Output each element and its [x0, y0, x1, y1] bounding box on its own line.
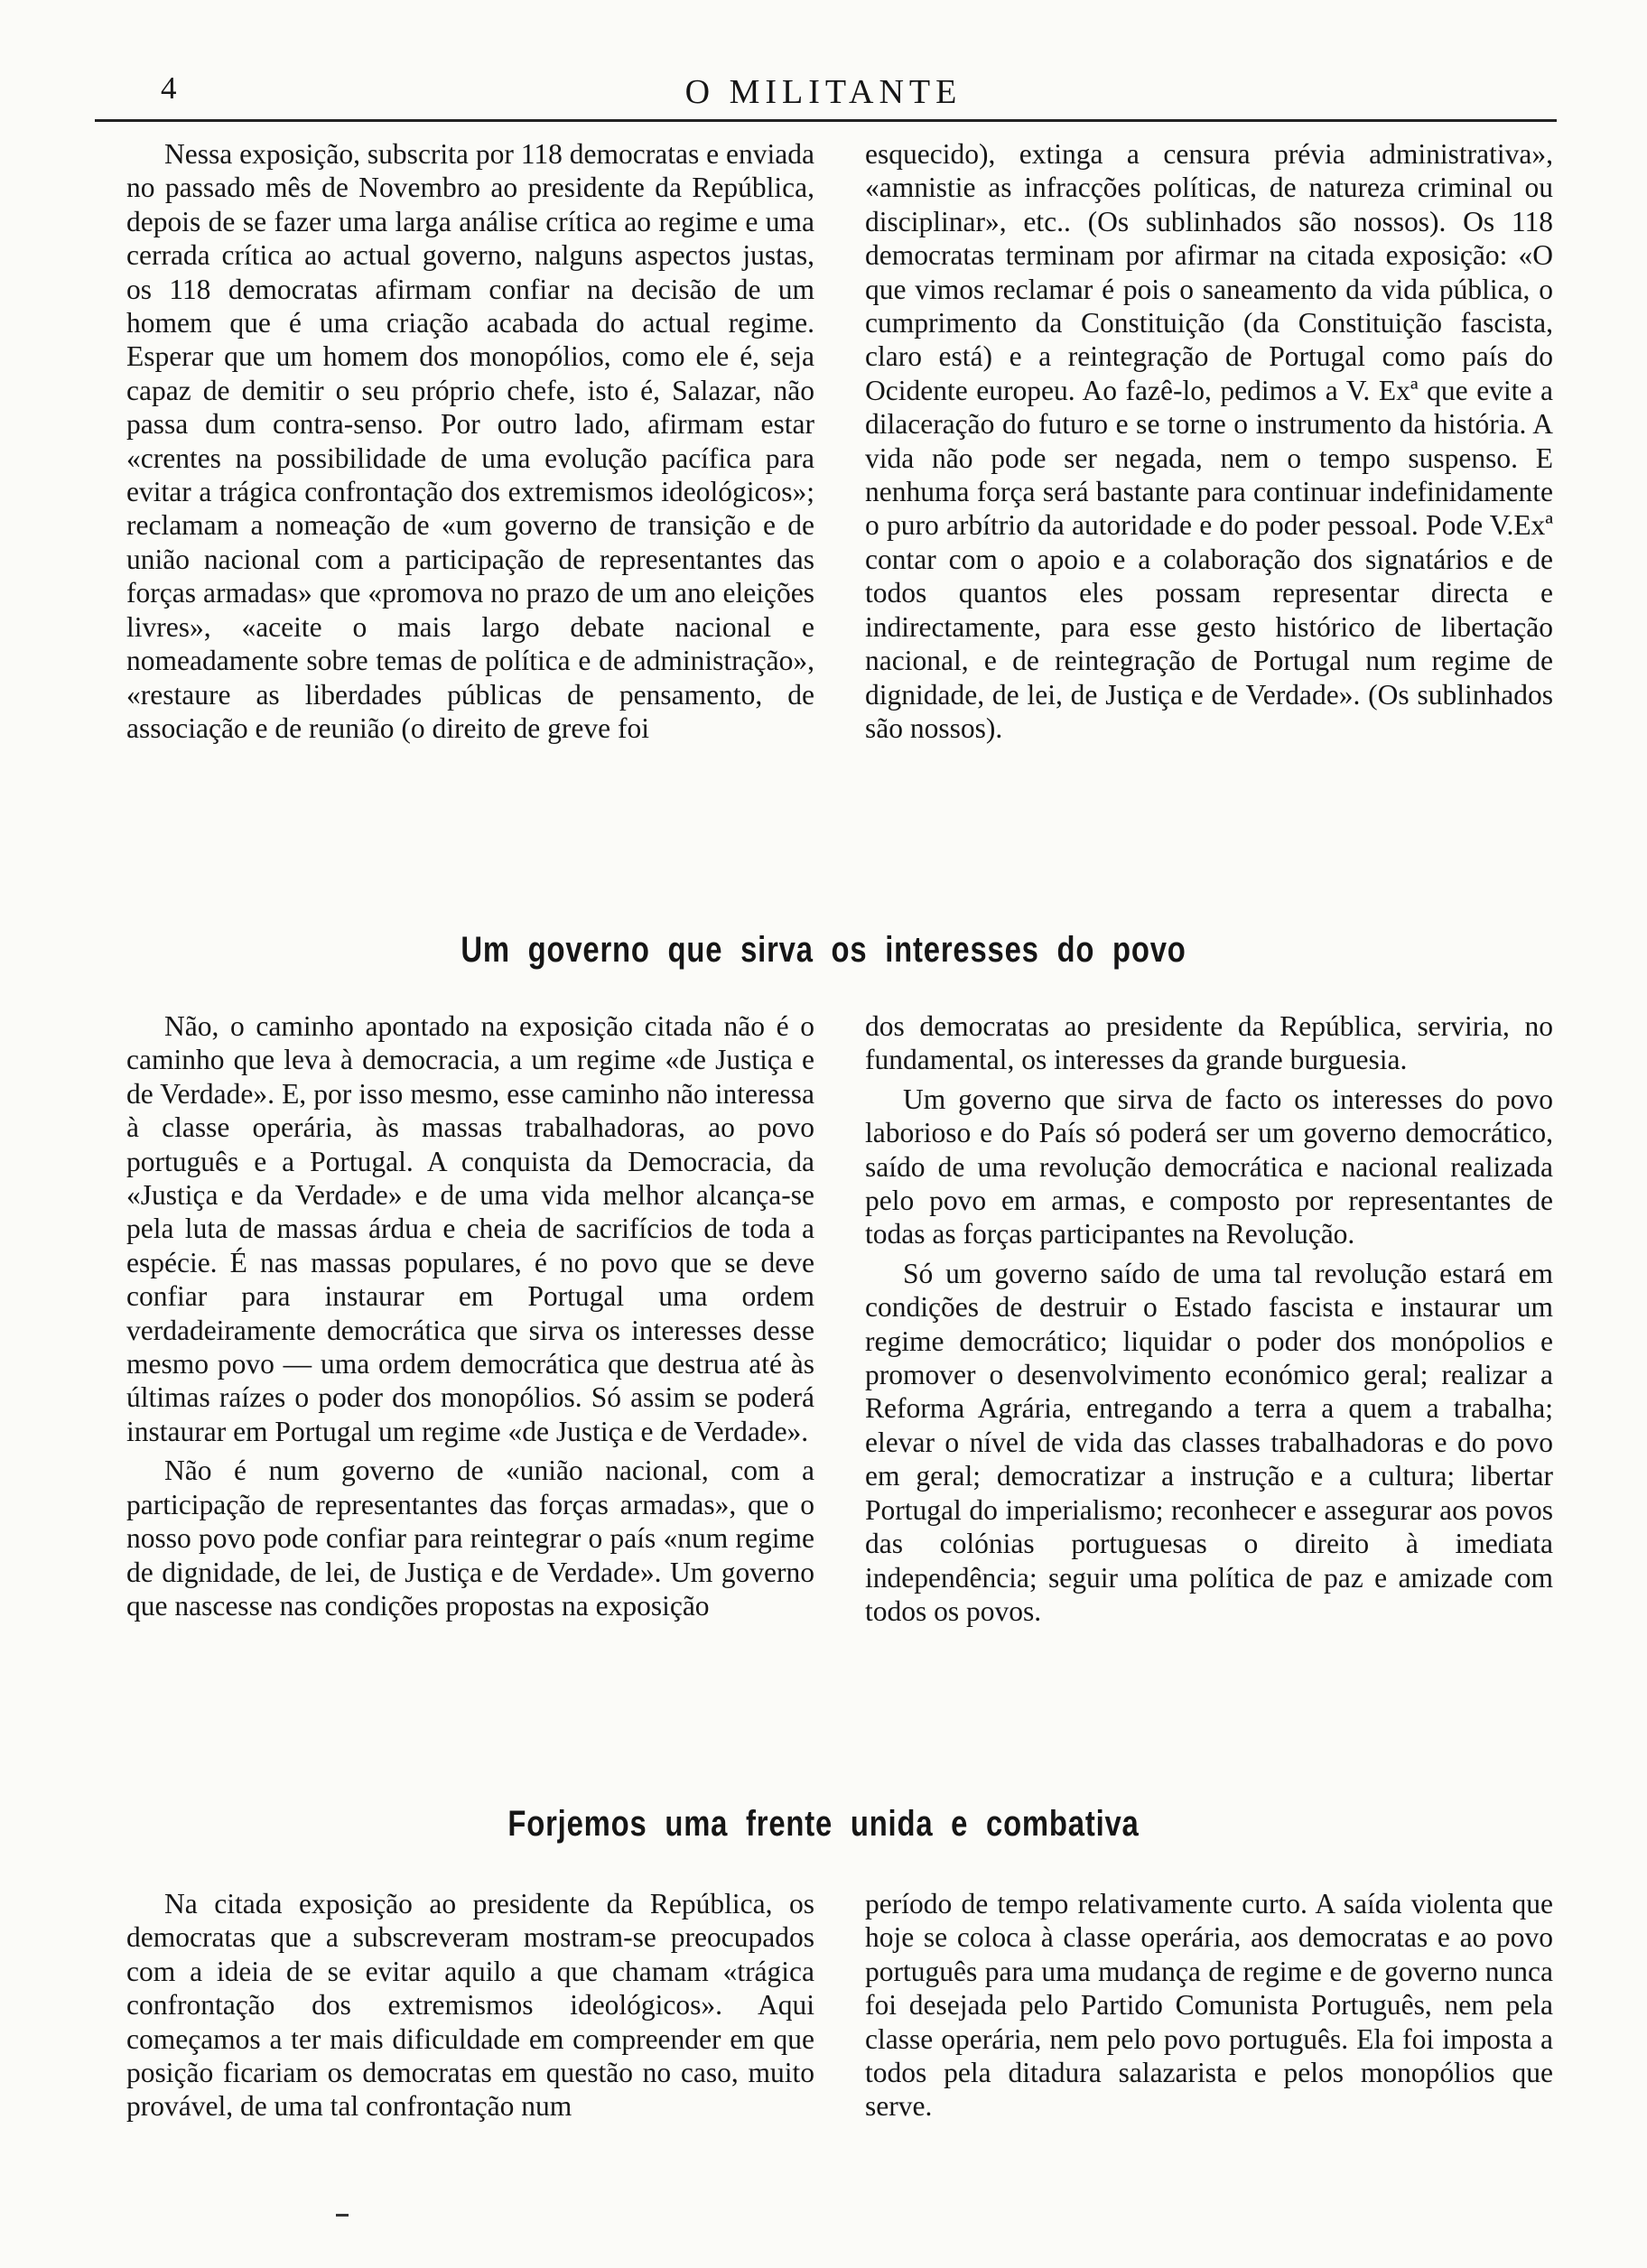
paragraph: período de tempo relativamente curto. A saída violenta que hoje se coloca à classe operária, aos democratas e ao povo português para uma mudança de regime e de governo nunca foi desejada pelo Partido Comunista Português, nem pela classe operária, nem pelo povo português. Ela foi imposta a todos pela ditadura salazarista e pelos monopólios que serve. — [865, 1888, 1553, 2123]
section-2-right-column — [865, 1009, 1553, 1628]
paragraph: Na citada exposição ao presidente da República, os democratas que a subscreveram mostram-se preocupados com a ideia de se evitar aquilo a que chamam «trágica confrontação dos extremismos ideológicos». Aqui começamos a ter mais dificuldade em compreender em que posição ficariam os democratas em questão no caso, muito provável, de uma tal confrontação num — [126, 1888, 814, 2123]
section-3-right-column — [865, 1887, 1553, 2124]
running-title: O MILITANTE — [684, 73, 963, 111]
page-number: 4 — [161, 70, 177, 106]
section-1-left-column — [126, 137, 814, 745]
section-3-left-column — [126, 1887, 814, 2124]
print-mark — [336, 2214, 349, 2217]
section-1 — [126, 137, 1553, 745]
section-3 — [126, 1887, 1553, 2124]
paragraph: Nessa exposição, subscrita por 118 democratas e enviada no passado mês de Novembro ao presidente da República, depois de se fazer uma larga análise crítica ao regime e uma cerrada crítica ao actual governo, nalguns aspectos justas, os 118 democratas afirmam confiar na decisão de um homem que é uma criação acabada do actual regime. Esperar que um homem dos monopólios, como ele é, seja capaz de demitir o seu próprio chefe, isto é, Salazar, não passa dum contra-senso. Por outro lado, afirmam estar «crentes na possibilidade de uma evolução pacífica para evitar a trágica confrontação dos extremismos ideológicos»; reclamam a nomeação de «um governo de transição e de união nacional com a participação de representantes das forças armadas» que «promova no prazo de um ano eleições livres», «aceite o mais largo debate nacional e nomeadamente sobre temas de política e de administração», «restaure as liberdades públicas de pensamento, de associação e de reunião (o direito de greve foi — [126, 138, 814, 744]
header-rule — [95, 119, 1557, 122]
section-2 — [126, 1009, 1553, 1628]
section-1-right-column — [865, 137, 1553, 745]
section-2-left-column — [126, 1009, 814, 1628]
paragraph: Só um governo saído de uma tal revolução estará em condições de destruir o Estado fascista e instaurar um regime democrático; liquidar o poder dos monópolios e promover o desenvolvimento económico geral; realizar a Reforma Agrária, entregando a terra a quem a trabalha; elevar o nível de vida das classes trabalhadoras e do povo em geral; democratizar a instrução e a cultura; libertar Portugal do imperialismo; reconhecer e assegurar aos povos das colónias portuguesas o direito à imediata independência; seguir uma política de paz e amizade com todos os povos. — [865, 1257, 1553, 1627]
paragraph: Um governo que sirva de facto os interesses do povo laborioso e do País só poderá ser um governo democrático, saído de uma revolução democrática e nacional realizada pelo povo em armas, e composto por representantes de todas as forças participantes na Revolução. — [865, 1083, 1553, 1250]
paragraph: Não, o caminho apontado na exposição citada não é o caminho que leva à democracia, a um regime «de Justiça e de Verdade». E, por isso mesmo, esse caminho não interessa à classe operária, às massas trabalhadoras, ao povo português e a Portugal. A conquista da Democracia, da «Justiça e da Verdade» e de uma vida melhor alcança-se pela luta de massas árdua e cheia de sacrifícios de toda a espécie. É nas massas populares, é no povo que se deve confiar para instaurar em Portugal uma ordem verdadeiramente democrática que sirva os interesses desse mesmo povo — uma ordem democrática que destrua até às últimas raízes o poder dos monopólios. Só assim se poderá instaurar em Portugal um regime «de Justiça e de Verdade». — [126, 1010, 814, 1447]
section-heading: Forjemos uma frente unida e combativa — [507, 1804, 1140, 1844]
paragraph: dos democratas ao presidente da República, serviria, no fundamental, os interesses da grande burguesia. — [865, 1010, 1553, 1076]
paragraph: Não é num governo de «união nacional, com a participação de representantes das forças armadas», que o nosso povo pode confiar para reintegrar o país «num regime de dignidade, de lei, de Justiça e de Verdade». Um governo que nascesse nas condições propostas na exposição — [126, 1455, 814, 1622]
section-heading: Um governo que sirva os interesses do povo — [461, 930, 1186, 970]
paragraph: esquecido), extinga a censura prévia administrativa», «amnistie as infracções políticas, de natureza criminal ou disciplinar», etc.. (Os sublinhados são nossos). Os 118 democratas terminam por afirmar na citada exposição: «O que vimos reclamar é pois o saneamento da vida pública, o cumprimento da Constituição (da Constituição fascista, claro está) e a reintegração de Portugal como país do Ocidente europeu. Ao fazê-lo, pedimos a V. Exª que evite a dilaceração do futuro e se torne o instrumento da história. A vida não pode ser negada, nem o tempo suspenso. E nenhuma força será bastante para continuar indefinidamente o puro arbítrio da autoridade e do poder pessoal. Pode V.Exª contar com o apoio e a colaboração dos signatários e de todos quantos eles possam representar directa e indirectamente, para esse gesto histórico de libertação nacional, e de reintegração de Portugal num regime de dignidade, de lei, de Justiça e de Verdade». (Os sublinhados são nossos). — [865, 138, 1553, 744]
